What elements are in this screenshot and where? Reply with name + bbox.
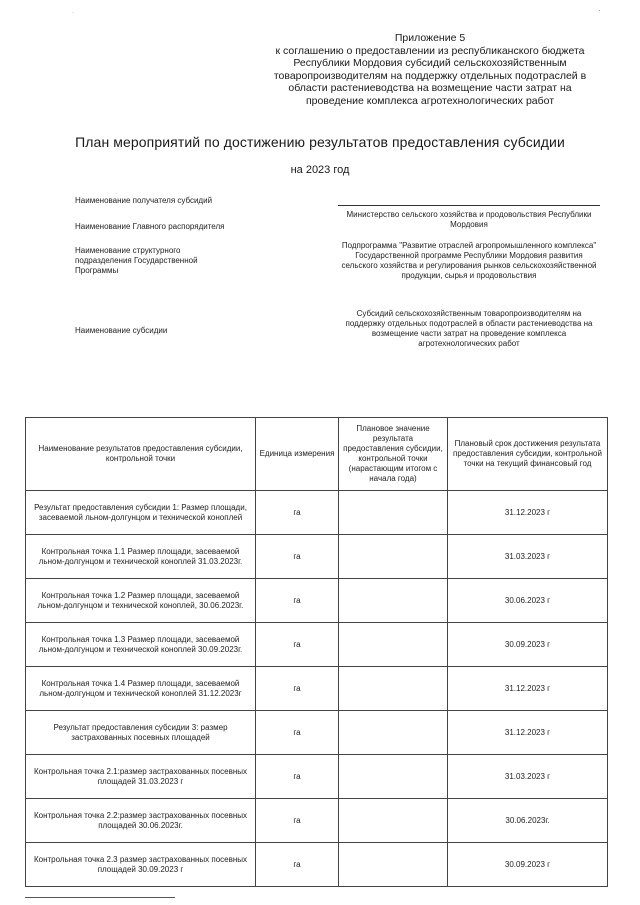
row-value [339,755,448,799]
table-row [26,711,608,755]
row-name: Контрольная точка 1.3 Размер площади, засеваемой льном-долгунцом и технической коноплей 30.09.2023г. [26,623,256,667]
manager-value: Министерство сельского хозяйства и продовольствия Республики Мордовия [346,210,592,229]
table-row [26,667,608,711]
table-row [26,535,608,579]
subsidy-value: Субсидий сельскохозяйственным товаропроизводителям на поддержку отдельных подотраслей в области растениеводства на возмещение части затрат на проведение комплекса агротехнологических работ [345,309,593,348]
recipient-label: Наименование получателя субсидий [75,196,213,205]
table-row [26,491,608,535]
row-unit: га [256,623,339,667]
row-value [339,491,448,535]
column-header-unit: Единица измерения [256,418,339,491]
subsidy-label: Наименование субсидии [75,326,168,335]
table-header-row [26,418,608,491]
table-row [26,579,608,623]
appendix-line: к соглашению о предоставлении из республиканского бюджета [275,44,585,57]
page-title: План мероприятий по достижению результатов предоставления субсидии [75,134,565,150]
table-row [26,843,608,887]
footer-rule [25,897,175,898]
column-header-name: Наименование результатов предоставления субсидии, контрольной точки [26,418,256,491]
row-value [339,535,448,579]
row-unit: га [256,535,339,579]
row-unit: га [256,755,339,799]
row-deadline: 31.03.2023 г [448,755,608,799]
row-unit: га [256,667,339,711]
table-row [26,799,608,843]
row-name: Результат предоставления субсидии 3: размер застрахованных посевных площадей [26,711,256,755]
scan-speck-corner: · [598,6,601,15]
row-deadline: 30.06.2023 г [448,579,608,623]
unit-label: Наименование структурного подразделения Государственной Программы [75,246,198,275]
row-unit: га [256,711,339,755]
appendix-line: проведение комплекса агротехнологических работ [305,94,555,107]
row-name: Контрольная точка 2.1:размер застрахованных посевных площадей 31.03.2023 г [26,755,256,799]
row-value [339,623,448,667]
table-row [26,755,608,799]
appendix-line: Республики Мордовия субсидий сельскохозяйственным [293,57,567,69]
plan-year: на 2023 год [290,164,350,176]
row-name: Контрольная точка 1.1 Размер площади, засеваемой льном-долгунцом и технической коноплей 31.03.2023г. [26,535,256,579]
row-value [339,667,448,711]
row-value [339,579,448,623]
manager-label: Наименование Главного распорядителя [75,222,225,231]
row-value [339,711,448,755]
row-deadline: 31.03.2023 г [448,535,608,579]
appendix-line: Приложение 5 [394,32,466,44]
row-unit: га [256,491,339,535]
row-name: Контрольная точка 1.2 Размер площади, засеваемой льном-долгунцом и технической коноплей, 30.06.2023г. [26,579,256,623]
appendix-header [250,32,610,107]
appendix-line: области растениеводства на возмещение части затрат на [288,82,572,94]
row-deadline: 31.12.2023 г [448,711,608,755]
column-header-planned-value: Плановое значение результата предоставления субсидии, контрольной точки (нарастающим итогом с начала года) [339,418,448,491]
unit-value: Подпрограмма "Развитие отраслей агропромышленного комплекса" Государственной программе Республики Мордовия развития сельского хозяйства и регулирования рынков сельскохозяйственной продукции, сырья и продовольствия [341,241,597,280]
scan-speck: · [72,10,74,16]
column-header-deadline: Плановый срок достижения результата предоставления субсидии, контрольной точки на текущий финансовый год [448,418,608,491]
row-value [339,799,448,843]
results-table [25,417,608,887]
row-name: Контрольная точка 1.4 Размер площади, засеваемой льном-долгунцом и технической коноплей 31.12.2023г [26,667,256,711]
row-deadline: 31.12.2023 г [448,491,608,535]
row-value [339,843,448,887]
row-deadline: 30.06.2023г. [448,799,608,843]
row-name: Контрольная точка 2.2:размер застрахованных посевных площадей 30.06.2023г. [26,799,256,843]
row-unit: га [256,579,339,623]
row-deadline: 31.12.2023 г [448,667,608,711]
row-deadline: 30.09.2023 г [448,623,608,667]
appendix-line: товаропроизводителям на поддержку отдельных подотраслей в [273,69,587,82]
row-name: Результат предоставления субсидии 1: Размер площади, засеваемой льном-долгунцом и технической коноплей [26,491,256,535]
recipient-value [338,195,600,206]
row-deadline: 30.09.2023 г [448,843,608,887]
row-name: Контрольная точка 2.3 размер застрахованных посевных площадей 30.09.2023 г [26,843,256,887]
row-unit: га [256,843,339,887]
row-unit: га [256,799,339,843]
table-row [26,623,608,667]
